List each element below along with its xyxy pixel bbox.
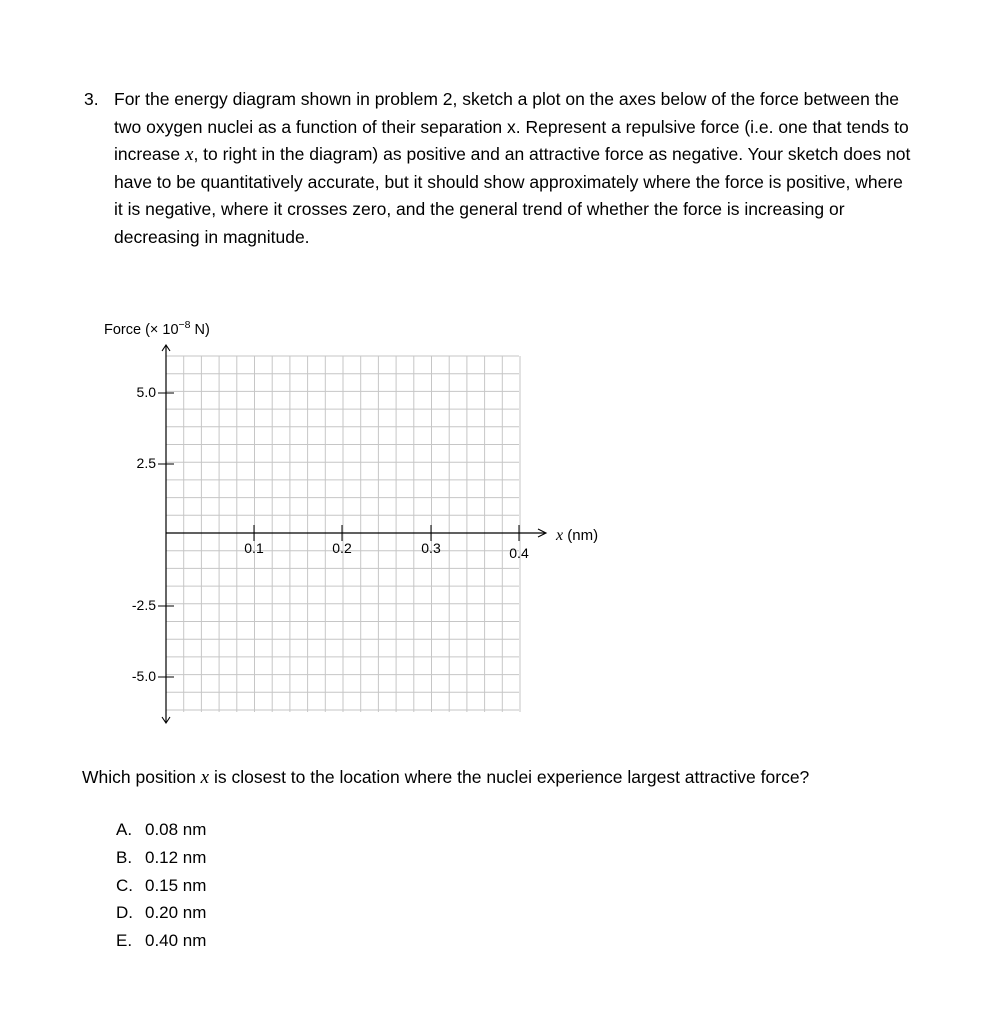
- question-text-part-1: Which position: [82, 767, 201, 787]
- choice-c[interactable]: [116, 872, 206, 900]
- problem-text-part-2: , to right in the diagram) as positive and an attractive force as negative. Your sketch does not have to be quantitatively accurate, but it should show approximately where the force is positive, where it is negative, where it crosses zero, and the general trend of whether the force is increasing or decreasing in magnitude.: [114, 144, 911, 247]
- choice-letter: C.: [116, 875, 133, 895]
- problem-number: 3.: [84, 89, 99, 109]
- choice-b[interactable]: [116, 844, 206, 872]
- problem-variable-x: x: [185, 144, 194, 166]
- choice-letter: A.: [116, 820, 133, 839]
- y-axis-label: Force (× $10^{-8}$ N): [104, 319, 210, 338]
- y-tick-label: -2.5: [131, 597, 156, 613]
- y-tick-label: 5.0: [136, 384, 156, 400]
- choice-a[interactable]: [116, 816, 206, 844]
- x-axis-label: x (nm): [556, 527, 599, 544]
- choice-e[interactable]: [116, 927, 206, 955]
- x-tick-label: 0.1: [244, 540, 264, 556]
- choice-d[interactable]: [116, 899, 206, 927]
- choice-letter: D.: [116, 903, 133, 923]
- graph-axes: [158, 345, 546, 723]
- choice-text: 0.08 nm: [145, 820, 207, 839]
- answer-choices: [116, 816, 206, 955]
- choice-text: 0.20 nm: [145, 903, 207, 923]
- graph-grid: [166, 356, 520, 712]
- choice-letter: B.: [116, 847, 133, 867]
- y-axis-label-exponent: −8: [178, 319, 191, 331]
- choice-text: 0.15 nm: [145, 875, 207, 895]
- y-tick-label: -5.0: [131, 668, 156, 684]
- y-tick-label: 2.5: [136, 455, 156, 471]
- choice-text: 0.12 nm: [145, 847, 207, 867]
- choice-text: 0.40 nm: [145, 931, 207, 951]
- x-tick-label: 0.2: [332, 540, 352, 556]
- x-tick-label: 0.3: [421, 540, 441, 556]
- question-variable-x: x: [200, 767, 210, 788]
- choice-letter: E.: [116, 931, 133, 951]
- question: [82, 767, 809, 789]
- question-text-part-2: is closest to the location where the nuclei experience largest attractive force?: [209, 767, 810, 787]
- x-tick-label: 0.4: [509, 545, 529, 561]
- problem-text-part-1: For the energy diagram shown in problem 2, sketch a plot on the axes below of the force between the two oxygen nuclei as a function of their separation x. Represent a repulsive force (i.e. one that tends to increase: [114, 89, 909, 165]
